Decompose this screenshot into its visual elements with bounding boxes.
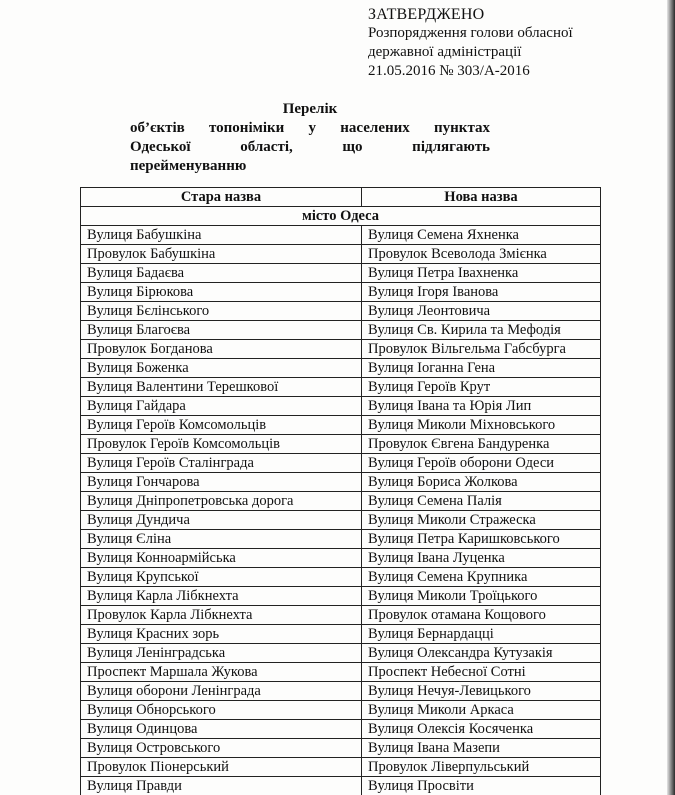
- table-row: [81, 378, 601, 397]
- new-name-cell: Вулиця Миколи Троїцького: [362, 587, 601, 606]
- new-name-cell: Вулиця Іоганна Гена: [362, 359, 601, 378]
- table-row: [81, 226, 601, 245]
- renaming-table: [80, 187, 601, 795]
- old-name-cell: Вулиця Бєлінського: [81, 302, 362, 321]
- scan-edge-shadow: [667, 0, 675, 795]
- table-row: [81, 511, 601, 530]
- old-name-cell: Вулиця Островського: [81, 739, 362, 758]
- header-new-name: Нова назва: [362, 188, 601, 207]
- new-name-cell: Вулиця Івана та Юрія Лип: [362, 397, 601, 416]
- new-name-cell: Вулиця Олександра Кутузакія: [362, 644, 601, 663]
- new-name-cell: Вулиця Семена Палія: [362, 492, 601, 511]
- table-row: [81, 397, 601, 416]
- approval-stamp: [368, 5, 573, 81]
- table-row: [81, 758, 601, 777]
- city-name: місто Одеса: [81, 207, 601, 226]
- table-row: [81, 663, 601, 682]
- old-name-cell: Провулок Героїв Комсомольців: [81, 435, 362, 454]
- new-name-cell: Провулок Вільгельма Габсбурга: [362, 340, 601, 359]
- new-name-cell: Вулиця Героїв Крут: [362, 378, 601, 397]
- new-name-cell: Вулиця Петра Івахненка: [362, 264, 601, 283]
- table-row: [81, 720, 601, 739]
- table-row: [81, 549, 601, 568]
- new-name-cell: Вулиця Миколи Аркаса: [362, 701, 601, 720]
- title-line-4: перейменуванню: [130, 158, 247, 174]
- table-row: [81, 644, 601, 663]
- table-row: [81, 587, 601, 606]
- new-name-cell: Вулиця Бориса Жолкова: [362, 473, 601, 492]
- new-name-cell: Вулиця Леонтовича: [362, 302, 601, 321]
- new-name-cell: Вулиця Івана Луценка: [362, 549, 601, 568]
- title-line-1: Перелік: [282, 101, 338, 117]
- old-name-cell: Вулиця Героїв Сталінграда: [81, 454, 362, 473]
- old-name-cell: Провулок Богданова: [81, 340, 362, 359]
- old-name-cell: Вулиця Боженка: [81, 359, 362, 378]
- old-name-cell: Вулиця Валентини Терешкової: [81, 378, 362, 397]
- old-name-cell: Вулиця Конноармійська: [81, 549, 362, 568]
- approval-line-1: Розпорядження голови обласної: [368, 25, 573, 41]
- table-row: [81, 492, 601, 511]
- old-name-cell: Провулок Бабушкіна: [81, 245, 362, 264]
- table-row: [81, 321, 601, 340]
- new-name-cell: Вулиця Ігоря Іванова: [362, 283, 601, 302]
- document-title: [130, 100, 490, 176]
- table-row: [81, 302, 601, 321]
- old-name-cell: Вулиця оборони Ленінграда: [81, 682, 362, 701]
- table-row: [81, 359, 601, 378]
- new-name-cell: Вулиця Св. Кирила та Мефодія: [362, 321, 601, 340]
- new-name-cell: Вулиця Миколи Міхновського: [362, 416, 601, 435]
- new-name-cell: Вулиця Героїв оборони Одеси: [362, 454, 601, 473]
- approval-line-2: державної адміністрації: [368, 44, 522, 60]
- old-name-cell: Вулиця Ленінградська: [81, 644, 362, 663]
- approval-line-3: 21.05.2016 № 303/А-2016: [368, 63, 530, 79]
- old-name-cell: Вулиця Гончарова: [81, 473, 362, 492]
- old-name-cell: Вулиця Обнорського: [81, 701, 362, 720]
- new-name-cell: Вулиця Просвіти: [362, 777, 601, 795]
- old-name-cell: Вулиця Гайдара: [81, 397, 362, 416]
- table-row: [81, 739, 601, 758]
- new-name-cell: Провулок Ліверпульський: [362, 758, 601, 777]
- approval-heading: ЗАТВЕРДЖЕНО: [368, 6, 485, 23]
- new-name-cell: Вулиця Івана Мазепи: [362, 739, 601, 758]
- table-row: [81, 264, 601, 283]
- table-row: [81, 283, 601, 302]
- city-row: [81, 207, 601, 226]
- old-name-cell: Вулиця Дундича: [81, 511, 362, 530]
- new-name-cell: Вулиця Миколи Стражеска: [362, 511, 601, 530]
- old-name-cell: Вулиця Красних зорь: [81, 625, 362, 644]
- old-name-cell: Вулиця Бадаєва: [81, 264, 362, 283]
- old-name-cell: Вулиця Бабушкіна: [81, 226, 362, 245]
- table-row: [81, 568, 601, 587]
- old-name-cell: Вулиця Благоєва: [81, 321, 362, 340]
- old-name-cell: Вулиця Крупської: [81, 568, 362, 587]
- new-name-cell: Вулиця Бернардацці: [362, 625, 601, 644]
- new-name-cell: Провулок Всеволода Змієнка: [362, 245, 601, 264]
- table-row: [81, 245, 601, 264]
- header-old-name: Стара назва: [81, 188, 362, 207]
- new-name-cell: Провулок отамана Кощового: [362, 606, 601, 625]
- table-row: [81, 625, 601, 644]
- table-row: [81, 340, 601, 359]
- new-name-cell: Вулиця Петра Каришковського: [362, 530, 601, 549]
- old-name-cell: Вулиця Дніпропетровська дорога: [81, 492, 362, 511]
- old-name-cell: Провулок Карла Лібкнехта: [81, 606, 362, 625]
- table-header-row: [81, 188, 601, 207]
- old-name-cell: Вулиця Героїв Комсомольців: [81, 416, 362, 435]
- old-name-cell: Вулиця Правди: [81, 777, 362, 795]
- old-name-cell: Вулиця Одинцова: [81, 720, 362, 739]
- table-row: [81, 777, 601, 795]
- old-name-cell: Вулиця Карла Лібкнехта: [81, 587, 362, 606]
- old-name-cell: Вулиця Єліна: [81, 530, 362, 549]
- title-line-3: Одеської області, що підлягають: [130, 139, 490, 155]
- table-row: [81, 682, 601, 701]
- new-name-cell: Вулиця Семена Яхненка: [362, 226, 601, 245]
- new-name-cell: Вулиця Семена Крупника: [362, 568, 601, 587]
- title-line-2: об’єктів топоніміки у населених пунктах: [130, 120, 490, 136]
- table-row: [81, 454, 601, 473]
- table-row: [81, 473, 601, 492]
- new-name-cell: Проспект Небесної Сотні: [362, 663, 601, 682]
- table-row: [81, 606, 601, 625]
- old-name-cell: Провулок Піонерський: [81, 758, 362, 777]
- old-name-cell: Вулиця Бірюкова: [81, 283, 362, 302]
- old-name-cell: Проспект Маршала Жукова: [81, 663, 362, 682]
- table-row: [81, 435, 601, 454]
- table-row: [81, 416, 601, 435]
- table-row: [81, 530, 601, 549]
- new-name-cell: Вулиця Нечуя-Левицького: [362, 682, 601, 701]
- new-name-cell: Провулок Євгена Бандуренка: [362, 435, 601, 454]
- table-row: [81, 701, 601, 720]
- new-name-cell: Вулиця Олексія Косяченка: [362, 720, 601, 739]
